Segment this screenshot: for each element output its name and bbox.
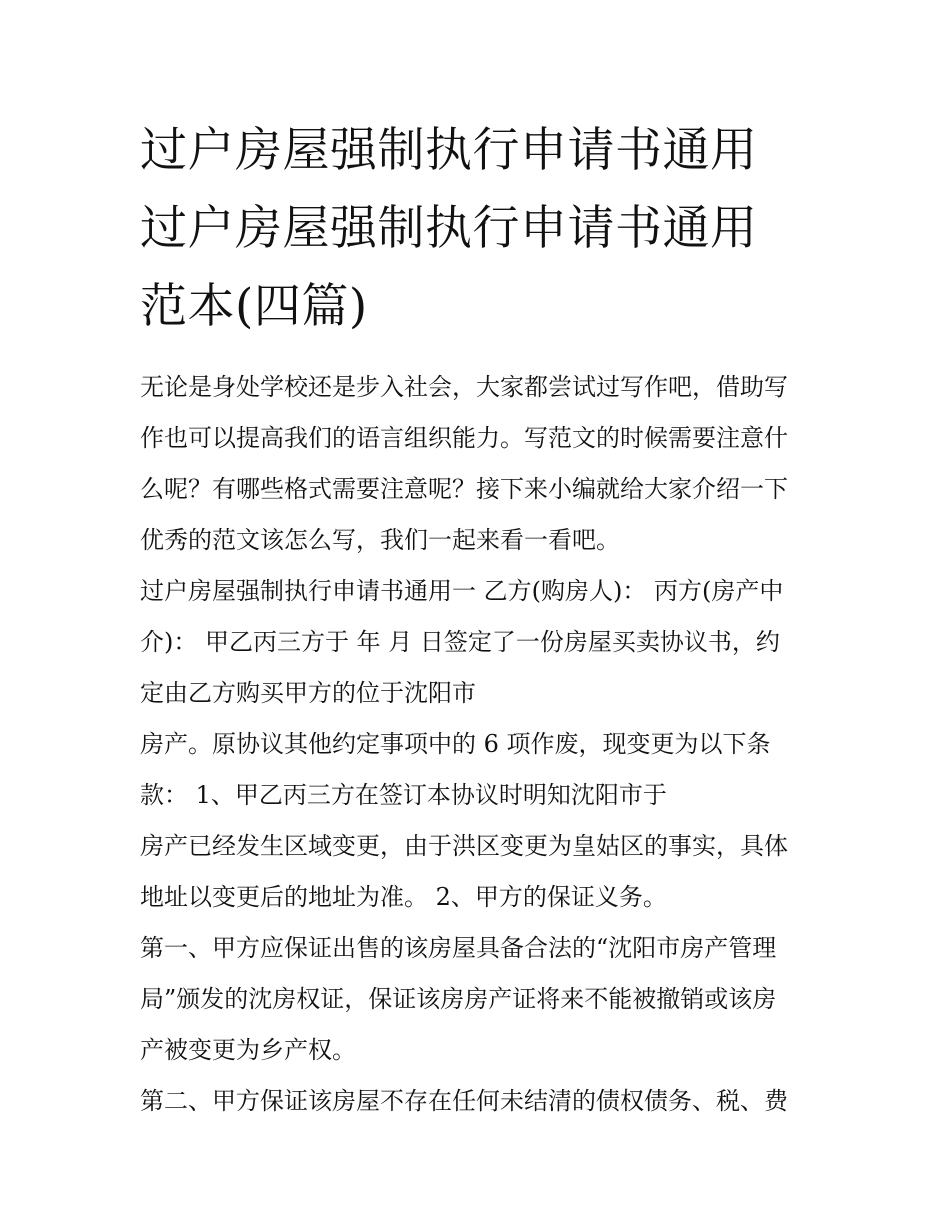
body-paragraph — [140, 1076, 820, 1127]
text-line: 房产。原协议其他约定事项中的 6 项作废，现变更为以下条 — [140, 730, 771, 758]
text-line: 作也可以提高我们的语言组织能力。写范文的时候需要注意什 — [140, 424, 788, 452]
text-line: 地址以变更后的地址为准。 2、甲方的保证义务。 — [140, 883, 667, 911]
text-line: 优秀的范文该怎么写，我们一起来看一看吧。 — [140, 526, 620, 554]
body-paragraph — [140, 923, 820, 1076]
body-paragraph — [140, 719, 820, 821]
text-line: 无论是身处学校还是步入社会，大家都尝试过写作吧，借助写 — [140, 373, 788, 401]
text-line: 第二、甲方保证该房屋不存在任何未结清的债权债务、税、费 — [140, 1087, 788, 1115]
text-line: 产被变更为乡产权。 — [140, 1036, 356, 1064]
text-line: 过户房屋强制执行申请书通用一 乙方(购房人)： 丙方(房产中 — [140, 577, 784, 605]
title-line: 过户房屋强制执行申请书通用 — [140, 201, 758, 256]
body-paragraph — [140, 566, 820, 719]
text-line: 局”颁发的沈房权证，保证该房房产证将来不能被撤销或该房 — [140, 985, 777, 1013]
text-line: 房产已经发生区域变更，由于洪区变更为皇姑区的事实，具体 — [140, 832, 788, 860]
title-line: 过户房屋强制执行申请书通用 — [140, 123, 758, 178]
text-line: 么呢？有哪些格式需要注意呢？接下来小编就给大家介绍一下 — [140, 475, 788, 503]
text-line: 介)： 甲乙丙三方于 年 月 日签定了一份房屋买卖协议书，约 — [140, 628, 780, 656]
text-line: 第一、甲方应保证出售的该房屋具备合法的“沈阳市房产管理 — [140, 934, 777, 962]
text-line: 款： 1、甲乙丙三方在签订本协议时明知沈阳市于 — [140, 781, 667, 809]
document-title — [140, 112, 820, 346]
document-content — [140, 112, 820, 1127]
intro-paragraph — [140, 362, 820, 566]
title-line: 范本(四篇) — [140, 279, 368, 334]
body-paragraph — [140, 821, 820, 923]
text-line: 定由乙方购买甲方的位于沈阳市 — [140, 679, 476, 707]
